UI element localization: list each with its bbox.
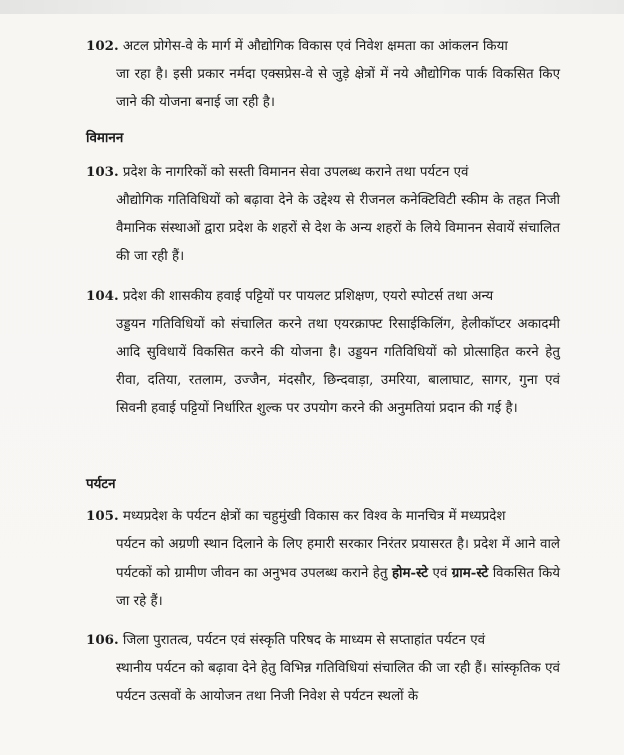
emphasis-gram-stay: ग्राम-स्टे <box>451 565 489 581</box>
paragraph-body: जा रहा है। इसी प्रकार नर्मदा एक्सप्रेस-वे से जुड़े क्षेत्रों में नये औद्योगिक पार्क विकसित किए जाने की योजना बनाई जा रही है। <box>116 67 560 110</box>
scan-top-edge <box>0 0 624 14</box>
paragraph-103 <box>86 158 560 271</box>
conjunction-text: एवं <box>432 566 448 581</box>
paragraph-106 <box>86 626 560 711</box>
paragraph-first-line: प्रदेश के नागरिकों को सस्ती विमानन सेवा उपलब्ध कराने तथा पर्यटन एवं <box>122 165 469 180</box>
paragraph-body: औद्योगिक गतिविधियों को बढ़ावा देने के उद्देश्य से रीजनल कनेक्टिविटी स्कीम के तहत निजी वैमानिक संस्थाओं द्वारा प्रदेश के शहरों से देश के अन्य शहरों के लिये विमानन सेवायें संचालित की जा रही हैं। <box>116 193 560 264</box>
paragraph-first-line: अटल प्रोगेस-वे के मार्ग में औद्योगिक विकास एवं निवेश क्षमता का आंकलन किया <box>122 39 508 54</box>
emphasis-home-stay: होम-स्टे <box>391 565 429 581</box>
section-heading-aviation: विमानन <box>86 130 124 146</box>
paragraph-first-line: जिला पुरातत्व, पर्यटन एवं संस्कृति परिषद के माध्यम से सप्ताहांत पर्यटन एवं <box>122 633 486 648</box>
paragraph-first-line: प्रदेश की शासकीय हवाई पट्टियों पर पायलट प्रशिक्षण, एयरो स्पोटर्स तथा अन्य <box>122 289 494 304</box>
paragraph-number: 102. <box>86 38 119 54</box>
paragraph-number: 104. <box>86 288 119 304</box>
paragraph-text: विकसित किये जा रहे हैं। <box>116 566 560 609</box>
paragraph-number: 103. <box>86 164 119 180</box>
paragraph-body <box>86 531 560 616</box>
paragraph-102 <box>86 32 560 117</box>
paragraph-105 <box>86 502 560 616</box>
paragraph-text: पर्यटन को अग्रणी स्थान दिलाने के लिए हमारी सरकार निरंतर प्रयासरत है। प्रदेश में आने वाले पर्यटकों को ग्रामीण जीवन का अनुभव उपलब्ध कराने हेतु <box>116 537 560 581</box>
paragraph-body: स्थानीय पर्यटन को बढ़ावा देने हेतु विभिन्न गतिविधियां संचालित की जा रही हैं। सांस्कृतिक एवं पर्यटन उत्सवों के आयोजन तथा निजी निवेश से पर्यटन स्थलों के <box>116 661 560 704</box>
paragraph-body: उड्डयन गतिविधियों को संचालित करने तथा एयरक्राफ्ट रिसाईकिलिंग, हेलीकॉप्टर अकादमी आदि सुविधायें विकसित करने की योजना है। उड्डयन गतिविधियों को प्रोत्साहित करने हेतु रीवा, दतिया, रतलाम, उज्जैन, मंदसौर, छिन्दवाड़ा, उमरिया, बालाघाट, सागर, गुना एवं सिवनी हवाई पट्टियों निर्धारित शुल्क पर उपयोग करने की अनुमतियां प्रदान की गई है। <box>116 317 560 416</box>
section-heading-tourism: पर्यटन <box>86 476 116 492</box>
paragraph-number: 105. <box>86 508 119 524</box>
paragraph-first-line: मध्यप्रदेश के पर्यटन क्षेत्रों का चहुमुंखी विकास कर विश्व के मानचित्र में मध्यप्रदेश <box>122 509 506 524</box>
paragraph-number: 106. <box>86 632 119 648</box>
paragraph-104 <box>86 282 560 423</box>
